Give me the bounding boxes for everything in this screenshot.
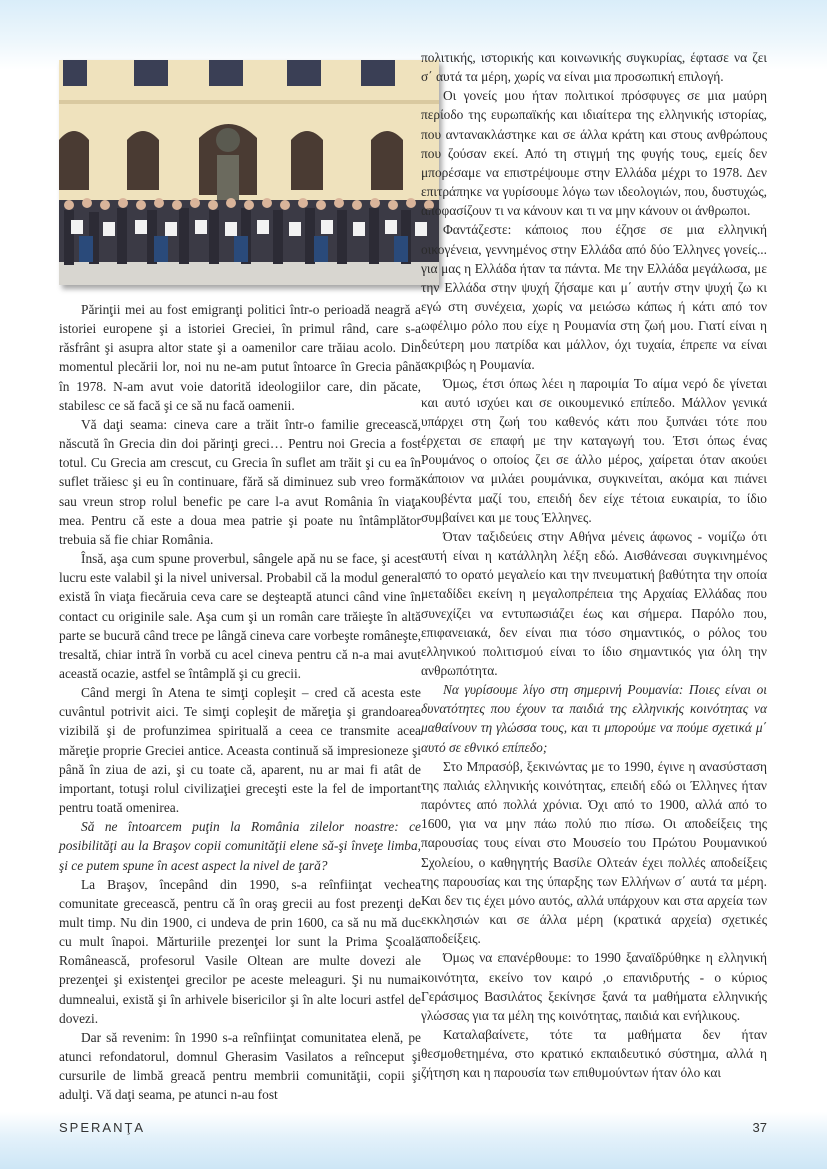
magazine-name: SPERANŢA bbox=[59, 1120, 146, 1135]
page-number: 37 bbox=[752, 1120, 767, 1135]
paragraph: Însă, aşa cum spune proverbul, sângele apă nu se face, şi acest lucru este valabil şi la nivel universal. Probabil că la modul general există în viaţa fiecăruia ceva care se deşteaptă atunci când vine în contact cu originile sale. Aşa cum şi un român care trăieşte în altă parte se bucură când trece pe lângă cineva care vorbeşte româneşte, tresaltă, chiar intră în vorbă cu acel cineva pentru că n-a mai avut această ocazie, astfel se întâmplă şi cu grecii. bbox=[59, 551, 421, 681]
paragraph: Όμως να επανέρθουμε: το 1990 ξαναϊδρύθηκε η ελληνική κοινότητα, εκείνο τον καιρό ,ο επανιδρυτής - ο κύριος Γεράσιμος Βασιλάτος ξεκίνησε ξανά τα μαθήματα ελληνικής γλώσσας για τα μέλη της κοινότητας, παιδιά και ενήλικους. bbox=[421, 950, 767, 1023]
paragraph: Όμως, έτσι όπως λέει η παροιμία Το αίμα νερό δε γίνεται και αυτό ισχύει και σε οικουμενικό επίπεδο. Μάλλον γενικά υπάρχει στη ζωή του καθενός κάτι που ξυπνάει τότε που έρχεται σε επαφή με την καταγωγή του. Έτσι όπως ένας Ρουμάνος ο οποίος ζει σε άλλο μέρος, χαίρεται όταν ακούει κάποιον να μιλάει ρουμάνικα, συγκινείται, ακόμα και πιάνει κουβέντα μαζί του, επειδή δεν είχε τέτοια ευκαιρία, το ίδιο συμβαίνει και με τους Έλληνες. bbox=[421, 375, 767, 525]
paragraph: Καταλαβαίνετε, τότε τα μαθήματα δεν ήταν θεσμοθετημένα, στο κρατικό εκπαιδευτικό σύστημα, αλλά η ζήτηση και η παρουσία των επιθυμούντων ήταν όλο και bbox=[421, 1026, 767, 1081]
paragraph: Όταν ταξιδεύεις στην Αθήνα μένεις άφωνος - νομίζω ότι αυτή είναι η κατάλληλη λέξη εδώ. Αισθάνεσαι συγκινημένος από το ορατό μεγαλείο και την πνευματική βαθύτητα την οποία μεταδίδει εκείνη η μεγαλοπρέπεια της Αρχαίας Ελλάδας που συνεχίζει να εντυπωσιάζει έως και σήμερα. Παρόλο που, επιφανειακά, δεν είναι πια τόσο σημαντικός, ο ρόλος του ελληνικού πολιτισμού είναι το ίδιο σημαντικός για όλη την ανθρωπότητα. bbox=[421, 528, 767, 678]
left-text-column bbox=[59, 300, 421, 1105]
paragraph: Părinţii mei au fost emigranţi politici într-o perioadă neagră a istoriei europene şi a istoriei Greciei, în primul rând, care s-a răsfrânt şi asupra altor state şi a oamenilor care trăiau acolo. Din momentul plecării lor, noi nu ne-am putut întoarce în Grecia până în 1978. N-am avut voie datorită ideologiilor care, din păcate, stabilesc ce să facă şi ce să nu facă oamenii. bbox=[59, 302, 421, 413]
paragraph: Οι γονείς μου ήταν πολιτικοί πρόσφυγες σε μια μαύρη περίοδο της ευρωπαϊκής και ιδιαίτερα της ελληνικής ιστορίας, που αντανακλάστηκε και σε άλλα κράτη και στους ανθρώπους που ζούσαν εκεί. Από τη στιγμή της φυγής τους, εμείς δεν μπορέσαμε να επιστρέψουμε στην Ελλάδα μέχρι το 1978. Δεν επιτράπηκε να γυρίσουμε λόγω των ιδεολογιών, που, δυστυχώς, αποφασίζουν τι να κάνουν και τι να μην κάνουν οι άνθρωποι. bbox=[421, 88, 767, 219]
right-text-column bbox=[421, 48, 767, 1082]
paragraph: Στο Μπρασόβ, ξεκινώντας με το 1990, έγινε η ανασύσταση της παλιάς ελληνικής κοινότητας, επειδή εδώ οι Έλληνες ήταν παρόντες από πολλά χρόνια. Όχι από το 1900, αλλά από το 1600, για να μην πάω πολύ πιο πίσω. Οι αποδείξεις της παρουσίας τους είναι στο Μουσείο του Πρώτου Ρουμανικού Σχολείου, ο καθηγητής Βασίλε Ολτεάν έχει πολλές αποδείξεις της παρουσίας και της ύπαρξης των Ελλήνων σ΄ αυτά τα μέρη. Και δεν τις έχει μόνο αυτός, αλλά υπάρχουν και στα αρχεία των εκκλησιών και σε άλλα μέρη (κρατικά αρχεία) σχετικές αποδείξεις. bbox=[421, 758, 767, 947]
interview-question: Să ne întoarcem puţin la România zilelor noastre: ce posibilităţi au la Braşov copii comunităţii elene să-şi înveţe limba, şi ce putem spune în acest aspect la nivel de ţară? bbox=[59, 819, 421, 873]
paragraph: πολιτικής, ιστορικής και κοινωνικής συγκυρίας, έφτασε να ζει σ΄ αυτά τα μέρη, χωρίς να είναι μια προσωπική επιλογή. bbox=[421, 50, 767, 85]
paragraph: Dar să revenim: în 1990 s-a reînfiinţat comunitatea elenă, pe atunci refondatorul, domnul Gherasim Vasilatos a reînceput şi cursurile de limbă greacă pentru membrii comunităţii, copii şi adulţi. Vă daţi seama, pe atunci n-au fost bbox=[59, 1029, 421, 1103]
paragraph: Φαντάζεστε: κάποιος που έζησε σε μια ελληνική οικογένεια, γεννημένος στην Ελλάδα από δύο Έλληνες γονείς... για μας η Ελλάδα ήταν τα πάντα. Με την Ελλάδα μεγάλωσα, με την Ελλάδα στην ψυχή ζήσαμε και μ΄ αυτήν στην ψυχή ζω κι εγώ στη συνέχεια, χωρίς να μειώσω κάπως ή κάτι από τον ωφέλιμο ρόλο που είχε η Ρουμανία στη ζωή μου. Γιατί είναι η δεύτερη μου πατρίδα και μάλλον, όχι τυχαία, έπρεπε να είναι ακριβώς η Ρουμανία. bbox=[421, 222, 767, 372]
paragraph: La Braşov, începând din 1990, s-a reînfiinţat vechea comunitate grecească, pentru că în oraş grecii au fost prezenţi de mult timp. Nu din 1900, ci undeva de prin 1600, ca să nu mă duc cu mult înapoi. Mărturiile prezenţei lor sunt la Prima Şcoală Românească, profesorul Vasile Oltean are multe dovezi ale prezenţei şi existenţei grecilor pe aceste meleaguri. Şi nu numai dumnealui, există şi în arhivele bisericilor şi în alte locuri astfel de dovezi. bbox=[59, 876, 421, 1026]
interview-question: Να γυρίσουμε λίγο στη σημερινή Ρουμανία: Ποιες είναι οι δυνατότητες που έχουν τα παιδιά της ελληνικής κοινότητας να μαθαίνουν τη γλώσσα τους, και τι μπορούμε να πούμε σχετικά μ΄ αυτό σε εθνικό επίπεδο; bbox=[421, 682, 767, 755]
paragraph: Vă daţi seama: cineva care a trăit într-o familie grecească, născută în Grecia din doi părinţi greci… Pentru noi Grecia a fost totul. Cu Grecia am crescut, cu Grecia în suflet am trăit şi cu ea în suflet trăiesc şi eu în continuare, fără să diminuez sub vreo formă sau vreun strop rolul benefic pe care l-a avut România în viaţa mea. Pentru că este a doua mea patrie şi poate nu întâmplător trebuia să fie chiar România. bbox=[59, 416, 421, 547]
paragraph: Când mergi în Atena te simţi copleşit – cred că acesta este cuvântul potrivit aici. Te simţi copleşit de măreţia şi grandoarea vizibilă şi de profunzimea spirituală a ceea ce transmite acea măreţie proprie Greciei antice. Aceasta continuă să impresioneze şi până în ziua de azi, şi cu toate că, aparent, nu ar mai fi atât de important, totuşi rolul civilizaţiei greceşti este la fel de important pentru toată omenirea. bbox=[59, 685, 421, 816]
group-photo bbox=[59, 60, 439, 285]
